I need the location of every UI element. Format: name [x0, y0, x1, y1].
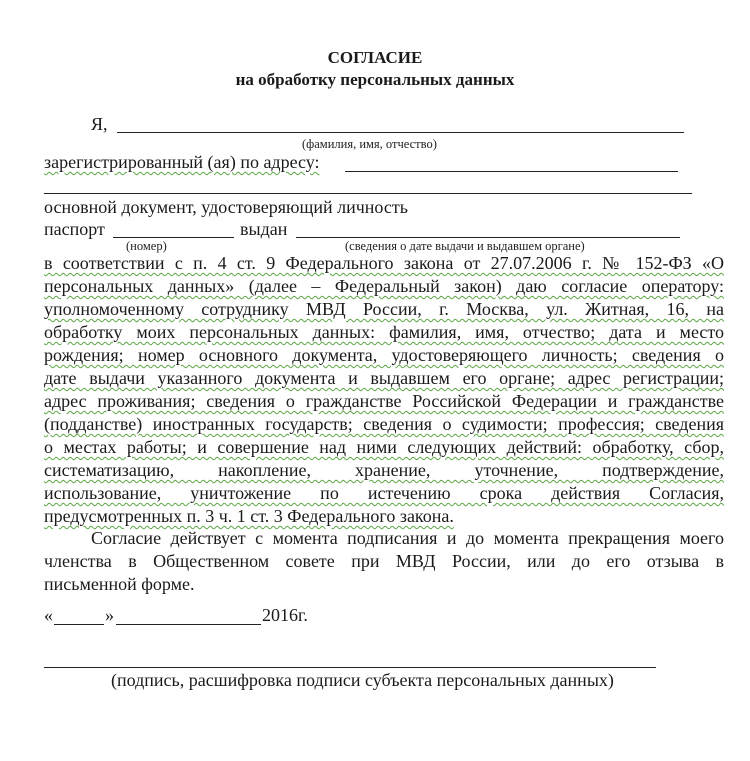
address-input-line[interactable] [345, 171, 678, 172]
address-input-line-2[interactable] [44, 193, 692, 194]
body-line: о местах работы; и совершение над ними следующих действий: обработку, сбор, [44, 437, 724, 457]
issued-label: выдан [240, 219, 288, 239]
body-line: использование, уничтожение по истечению срока действия Согласия, [44, 483, 724, 503]
body-line: уполномоченному сотруднику МВД России, г. Москва, ул. Житная, 16, на [44, 299, 724, 319]
date-month-input-line[interactable] [116, 624, 261, 625]
body-line: адрес проживания; сведения о гражданстве Российской Федерации и гражданстве [44, 391, 724, 411]
address-label: зарегистрированный (ая) по адресу: [44, 152, 320, 172]
document-title: СОГЛАСИЕ [327, 48, 423, 67]
passport-number-input-line[interactable] [113, 237, 234, 238]
validity-line: письменной форме. [44, 574, 195, 594]
body-line: дате выдачи указанного документа и выдавшем его органе; адрес регистрации; [44, 368, 724, 388]
fio-caption: (фамилия, имя, отчество) [302, 137, 437, 151]
body-line: в соответствии с п. 4 ст. 9 Федерального закона от 27.07.2006 г. № 152-ФЗ «О [44, 253, 724, 273]
date-close-quote: » [105, 605, 114, 625]
body-line: персональных данных» (далее – Федеральный закон) даю согласие оператору: [44, 276, 724, 296]
body-line: обработку моих персональных данных: фамилия, имя, отчество; дата и место [44, 322, 724, 342]
validity-line: членства в Общественном совете при МВД России, или до его отзыва в [44, 551, 724, 571]
signature-caption: (подпись, расшифровка подписи субъекта персональных данных) [111, 670, 614, 690]
ya-label: Я, [91, 114, 108, 134]
fio-input-line[interactable] [117, 132, 684, 133]
date-year: 2016г. [262, 605, 308, 625]
issued-input-line[interactable] [296, 237, 680, 238]
document-subtitle: на обработку персональных данных [235, 70, 515, 89]
body-line: систематизацию, накопление, хранение, уточнение, подтверждение, [44, 460, 724, 480]
document-label: основной документ, удостоверяющий личность [44, 197, 408, 217]
body-line: (подданстве) иностранных государств; сведения о судимости; профессия; сведения [44, 414, 724, 434]
validity-line: Согласие действует с момента подписания и до момента прекращения моего [91, 528, 724, 548]
passport-label: паспорт [44, 219, 105, 239]
issued-caption: (сведения о дате выдачи и выдавшем органе) [345, 239, 585, 253]
body-line: предусмотренных п. 3 ч. 1 ст. 3 Федерального закона. [44, 506, 454, 526]
date-open-quote: « [44, 605, 53, 625]
date-day-input-line[interactable] [54, 624, 104, 625]
number-caption: (номер) [126, 239, 167, 253]
signature-input-line[interactable] [44, 667, 656, 668]
body-line: рождения; номер основного документа, удостоверяющего личность; сведения о [44, 345, 724, 365]
